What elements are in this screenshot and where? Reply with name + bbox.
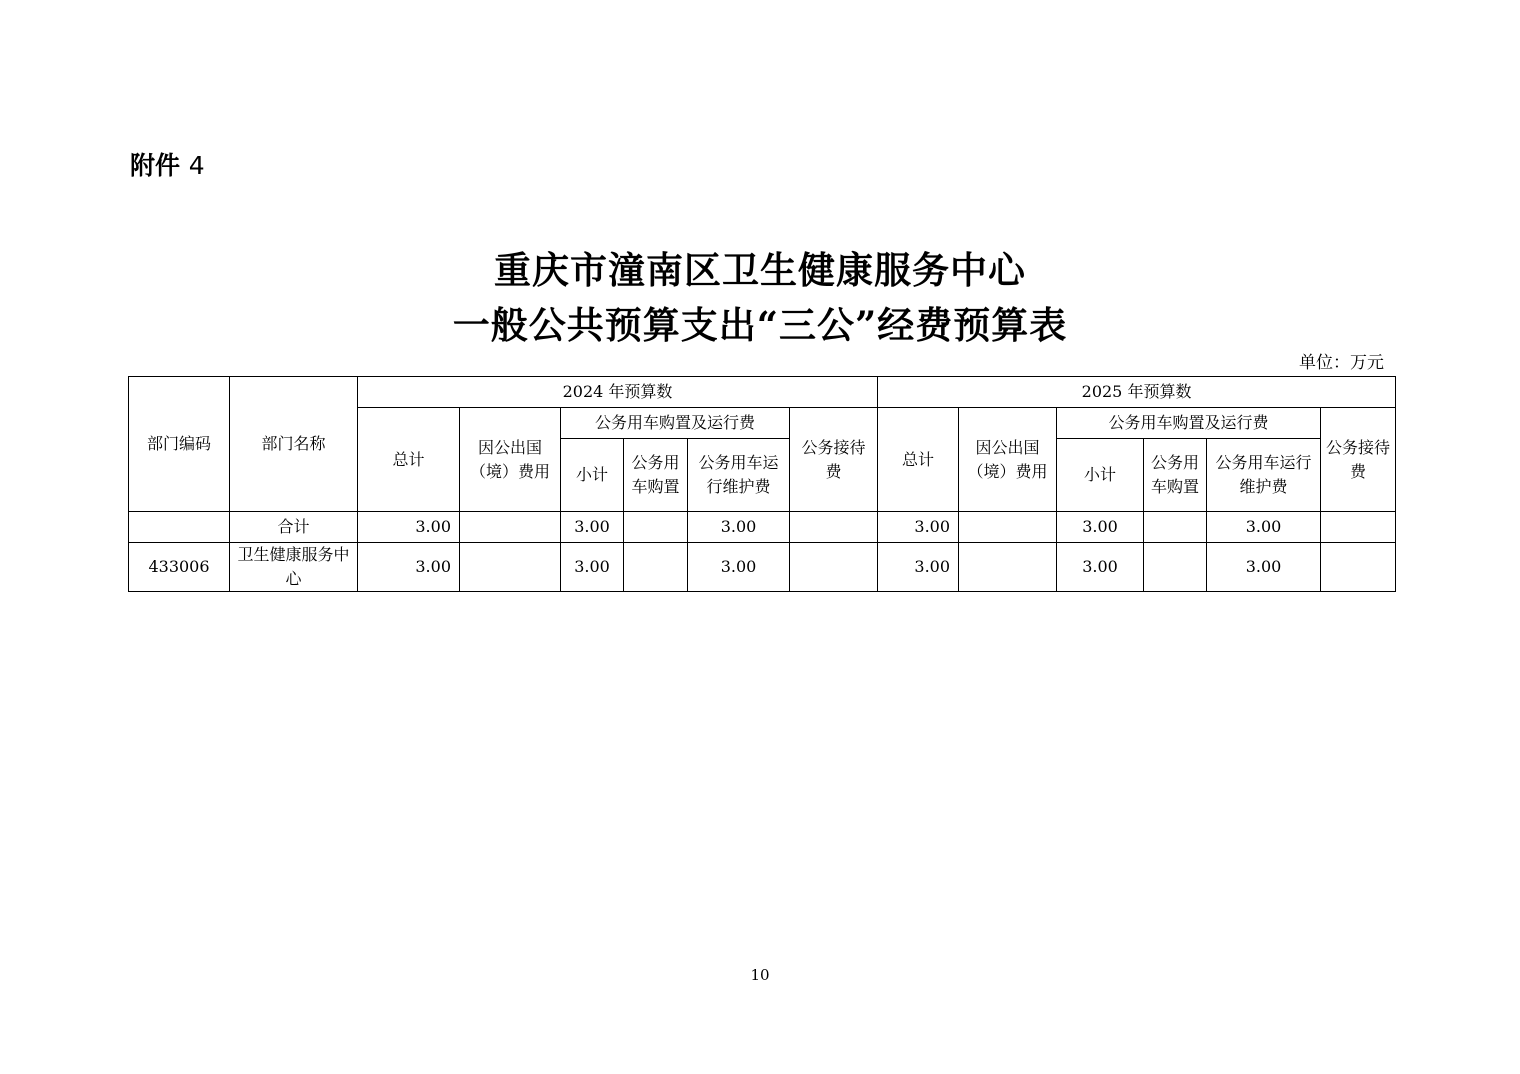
header-dept-name: 部门名称 bbox=[230, 377, 358, 512]
header-row-1 bbox=[129, 377, 1396, 408]
header-2024-vehicle-group: 公务用车购置及运行费 bbox=[561, 408, 790, 439]
header-2024-abroad: 因公出国（境）费用 bbox=[460, 408, 561, 512]
cell-2025-subtotal: 3.00 bbox=[1057, 512, 1144, 543]
header-2024-total: 总计 bbox=[358, 408, 460, 512]
cell-2024-maintenance: 3.00 bbox=[688, 543, 790, 592]
header-year-2025: 2025 年预算数 bbox=[878, 377, 1396, 408]
cell-2024-reception bbox=[790, 543, 878, 592]
cell-2024-reception bbox=[790, 512, 878, 543]
cell-2024-abroad bbox=[460, 543, 561, 592]
cell-2025-abroad bbox=[959, 512, 1057, 543]
cell-2024-purchase bbox=[624, 512, 688, 543]
header-2025-vehicle-purchase: 公务用车购置 bbox=[1144, 439, 1207, 512]
header-2024-vehicle-maintenance: 公务用车运行维护费 bbox=[688, 439, 790, 512]
cell-2025-purchase bbox=[1144, 543, 1207, 592]
header-2025-abroad: 因公出国（境）费用 bbox=[959, 408, 1057, 512]
cell-name: 卫生健康服务中心 bbox=[230, 543, 358, 592]
cell-2024-total: 3.00 bbox=[358, 512, 460, 543]
cell-2025-maintenance: 3.00 bbox=[1207, 512, 1321, 543]
cell-2024-subtotal: 3.00 bbox=[561, 512, 624, 543]
cell-2024-total: 3.00 bbox=[358, 543, 460, 592]
cell-2024-subtotal: 3.00 bbox=[561, 543, 624, 592]
table-row-total bbox=[129, 512, 1396, 543]
cell-2025-reception bbox=[1321, 512, 1396, 543]
attachment-text: 附件 bbox=[130, 151, 181, 180]
cell-2025-reception bbox=[1321, 543, 1396, 592]
header-year-2024: 2024 年预算数 bbox=[358, 377, 878, 408]
attachment-number: 4 bbox=[188, 151, 205, 180]
cell-2025-subtotal: 3.00 bbox=[1057, 543, 1144, 592]
page-title-line1: 重庆市潼南区卫生健康服务中心 bbox=[494, 248, 1026, 292]
cell-code: 433006 bbox=[129, 543, 230, 592]
cell-2025-total: 3.00 bbox=[878, 543, 959, 592]
header-dept-code: 部门编码 bbox=[129, 377, 230, 512]
page-number: 10 bbox=[750, 966, 770, 984]
cell-2025-maintenance: 3.00 bbox=[1207, 543, 1321, 592]
budget-table bbox=[128, 376, 1396, 592]
cell-2025-purchase bbox=[1144, 512, 1207, 543]
cell-2025-total: 3.00 bbox=[878, 512, 959, 543]
unit-label: 单位：万元 bbox=[1299, 353, 1384, 373]
header-2025-subtotal: 小计 bbox=[1057, 439, 1144, 512]
page-title-line2: 一般公共预算支出“三公”经费预算表 bbox=[452, 303, 1068, 347]
cell-2024-purchase bbox=[624, 543, 688, 592]
cell-2024-abroad bbox=[460, 512, 561, 543]
cell-code bbox=[129, 512, 230, 543]
header-2025-vehicle-group: 公务用车购置及运行费 bbox=[1057, 408, 1321, 439]
header-2024-reception: 公务接待费 bbox=[790, 408, 878, 512]
header-2025-total: 总计 bbox=[878, 408, 959, 512]
header-2024-subtotal: 小计 bbox=[561, 439, 624, 512]
attachment-label bbox=[130, 146, 205, 182]
header-2025-reception: 公务接待费 bbox=[1321, 408, 1396, 512]
header-2025-vehicle-maintenance: 公务用车运行维护费 bbox=[1207, 439, 1321, 512]
table-row bbox=[129, 543, 1396, 592]
cell-2025-abroad bbox=[959, 543, 1057, 592]
cell-2024-maintenance: 3.00 bbox=[688, 512, 790, 543]
cell-name: 合计 bbox=[230, 512, 358, 543]
header-2024-vehicle-purchase: 公务用车购置 bbox=[624, 439, 688, 512]
